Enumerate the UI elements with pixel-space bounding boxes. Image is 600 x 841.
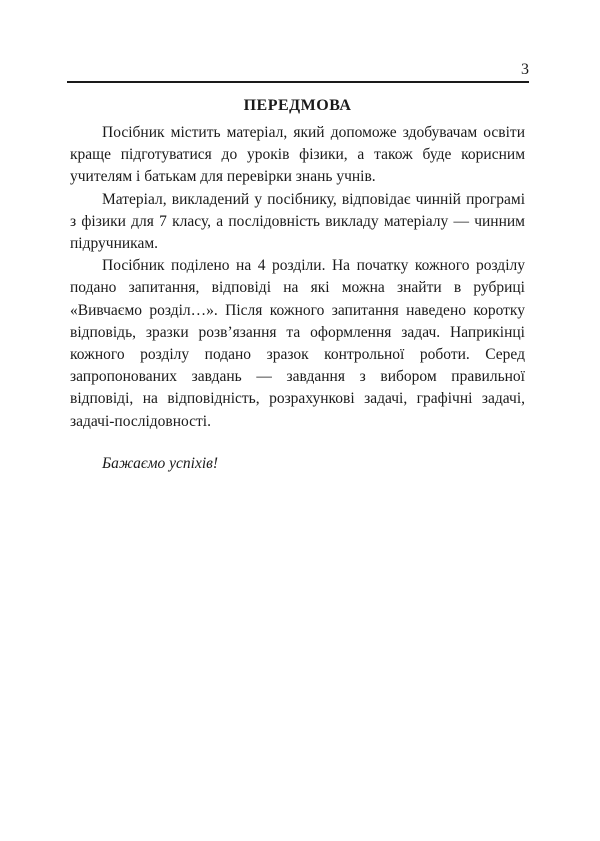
page-number: 3 [521,61,529,78]
page-title: ПЕРЕДМОВА [243,97,352,114]
closing-line: Бажаємо успіхів! [102,454,219,472]
paragraph-2: Матеріал, викладений у посібнику, відповідає чинній програмі з фізики для 7 класу, а послідовність викладу матеріалу — чинним підручникам. [70,190,525,253]
paragraph-1: Посібник містить матеріал, який допоможе здобувачам освіти краще підготуватися до уроків фізики, а також буде корисним учителям і батькам для перевірки знань учнів. [70,124,525,186]
header-rule [67,81,529,83]
page-content [70,96,525,475]
paragraph-3: Посібник поділено на 4 розділи. На початку кожного розділу подано запитання, відповіді на які можна знайти в рубриці «Вивчаємо розділ…». Після кожного запитання наведено коротку відповідь, зразки розв’язання та оформлення задач. Наприкінці кожного розділу подано зразок контрольної роботи. Серед запропонованих завдань — завдання з вибором правильної відповіді, на відповідність, розрахункові задачі, графічні задачі, задачі-послідовності. [70,257,525,430]
